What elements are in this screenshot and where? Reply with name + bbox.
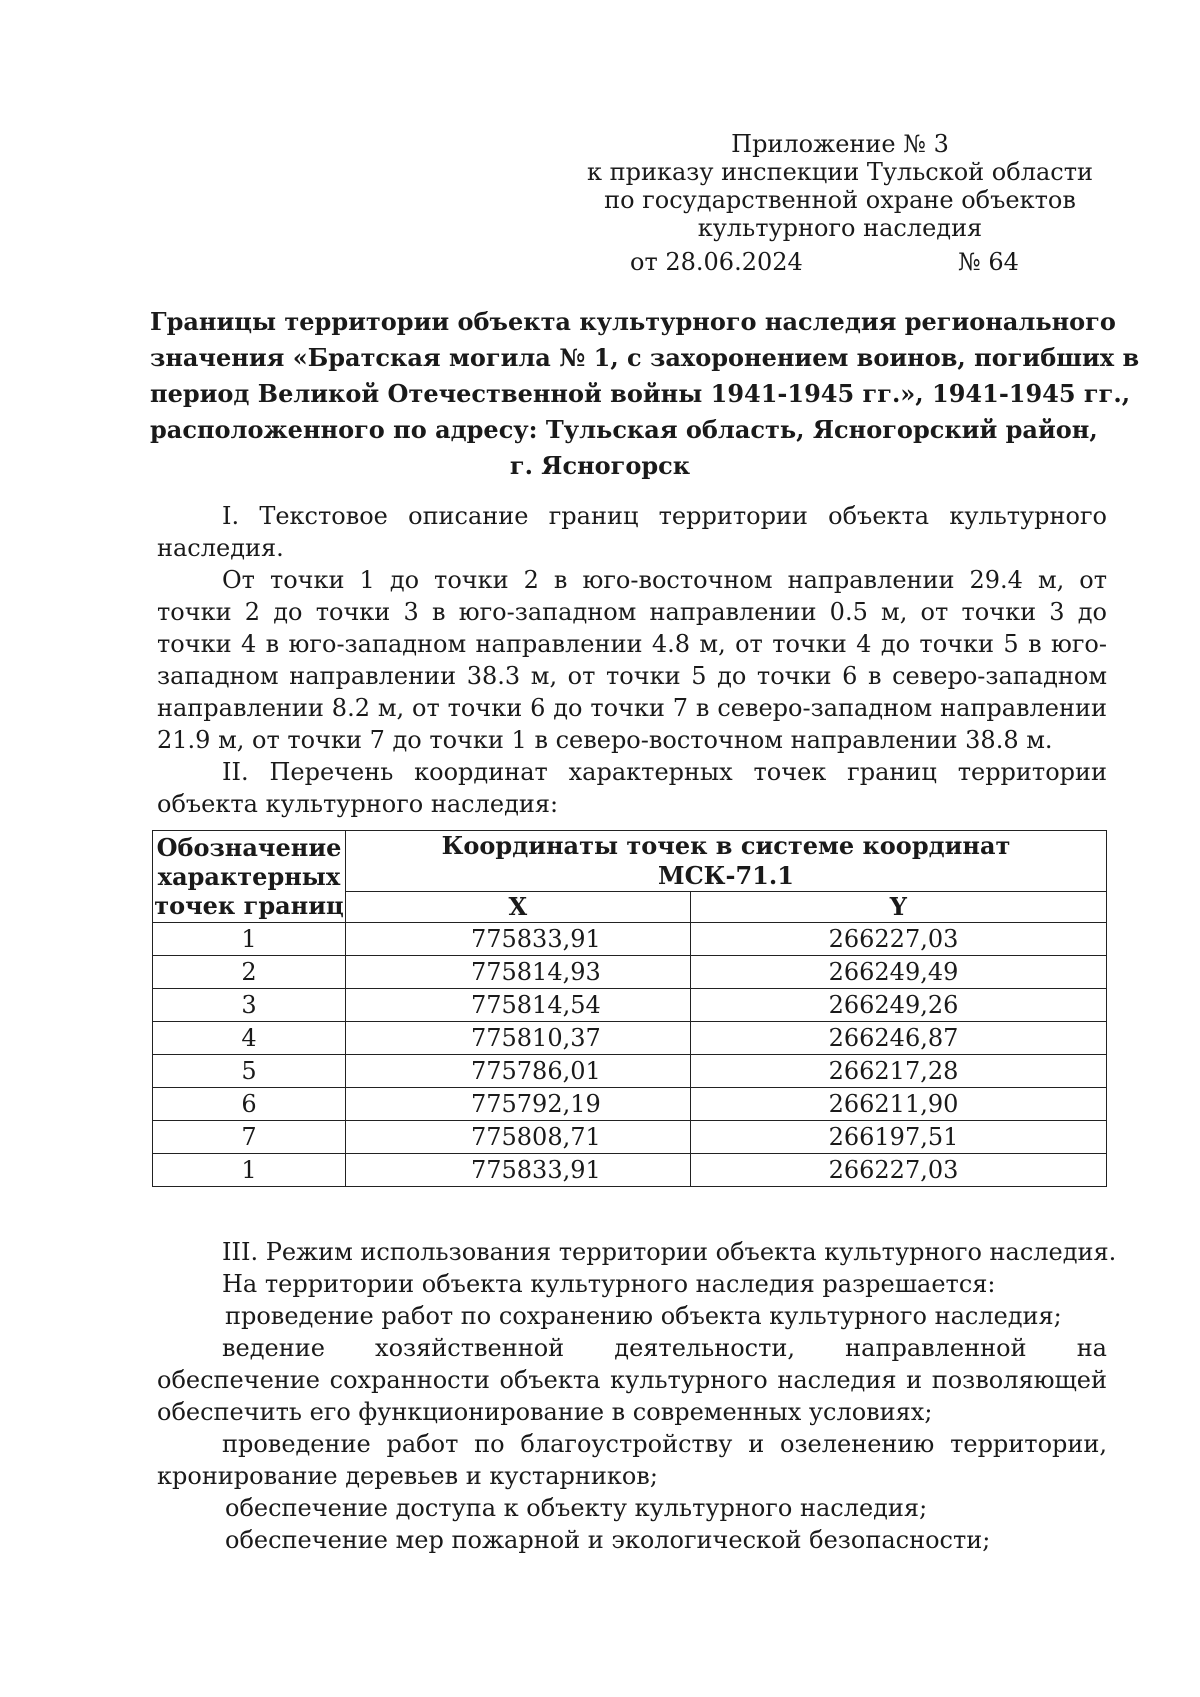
x-cell: 775810,37 bbox=[345, 1022, 690, 1055]
points-column-header: Обозначение характерных точек границ bbox=[153, 831, 346, 923]
point-cell: 4 bbox=[153, 1022, 346, 1055]
group-header-line: Координаты точек в системе координат bbox=[441, 831, 1011, 860]
x-column-header: X bbox=[345, 892, 690, 923]
appendix-order-line: к приказу инспекции Тульской области bbox=[587, 158, 1093, 186]
x-cell: 775808,71 bbox=[345, 1121, 690, 1154]
title-line: Границы территории объекта культурного наследия регионального bbox=[150, 307, 1116, 336]
appendix-title: Приложение № 3 bbox=[731, 130, 949, 158]
table-row bbox=[153, 1121, 1107, 1154]
y-cell: 266227,03 bbox=[690, 923, 1106, 956]
section3-heading: III. Режим использования территории объекта культурного наследия. bbox=[222, 1238, 1117, 1266]
allowed-item: проведение работ по сохранению объекта культурного наследия; bbox=[225, 1302, 1062, 1330]
y-cell: 266227,03 bbox=[690, 1154, 1106, 1187]
table-row bbox=[153, 989, 1107, 1022]
section1-heading: I. Текстовое описание границ территории объекта культурного наследия. bbox=[157, 502, 1107, 562]
document-title bbox=[150, 304, 1140, 484]
title-line: г. Ясногорск bbox=[509, 451, 691, 480]
y-cell: 266211,90 bbox=[690, 1088, 1106, 1121]
section2-heading: II. Перечень координат характерных точек границ территории объекта культурного наследия: bbox=[157, 758, 1107, 818]
section3-allowed-intro: На территории объекта культурного наследия разрешается: bbox=[222, 1270, 996, 1298]
y-cell: 266246,87 bbox=[690, 1022, 1106, 1055]
point-cell: 5 bbox=[153, 1055, 346, 1088]
table-row bbox=[153, 1154, 1107, 1187]
table-row bbox=[153, 923, 1107, 956]
allowed-item: проведение работ по благоустройству и озеленению территории, кронирование деревьев и кустарников; bbox=[157, 1430, 1107, 1490]
y-column-header: Y bbox=[690, 892, 1106, 923]
section-3 bbox=[157, 1236, 1117, 1556]
point-cell: 3 bbox=[153, 989, 346, 1022]
x-cell: 775786,01 bbox=[345, 1055, 690, 1088]
table-row bbox=[153, 956, 1107, 989]
title-line: расположенного по адресу: Тульская область, Ясногорский район, bbox=[150, 415, 1098, 444]
section1-text: От точки 1 до точки 2 в юго-восточном направлении 29.4 м, от точки 2 до точки 3 в юго-западном направлении 0.5 м, от точки 3 до точки 4 в юго-западном направлении 4.8 м, от точки 4 до точки 5 в юго-западном направлении 38.3 м, от точки 5 до точки 6 в северо-западном направлении 8.2 м, от точки 6 до точки 7 в северо-западном направлении 21.9 м, от точки 7 до точки 1 в северо-восточном направлении 38.8 м. bbox=[157, 566, 1107, 754]
appendix-authority-line: по государственной охране объектов bbox=[604, 186, 1076, 214]
title-line: значения «Братская могила № 1, с захоронением воинов, погибших в bbox=[150, 343, 1140, 372]
y-cell: 266217,28 bbox=[690, 1055, 1106, 1088]
title-line: период Великой Отечественной войны 1941-1945 гг.», 1941-1945 гг., bbox=[150, 379, 1131, 408]
order-number: № 64 bbox=[958, 248, 1019, 276]
table-row bbox=[153, 1055, 1107, 1088]
y-cell: 266197,51 bbox=[690, 1121, 1106, 1154]
x-cell: 775792,19 bbox=[345, 1088, 690, 1121]
y-cell: 266249,26 bbox=[690, 989, 1106, 1022]
allowed-item: ведение хозяйственной деятельности, направленной на обеспечение сохранности объекта культурного наследия и позволяющей обеспечить его функционирование в современных условиях; bbox=[157, 1334, 1107, 1426]
x-cell: 775833,91 bbox=[345, 923, 690, 956]
table-row bbox=[153, 1088, 1107, 1121]
point-cell: 2 bbox=[153, 956, 346, 989]
allowed-item: обеспечение мер пожарной и экологической безопасности; bbox=[225, 1526, 991, 1554]
appendix-heritage-line: культурного наследия bbox=[697, 214, 983, 242]
group-header-line: МСК-71.1 bbox=[658, 861, 794, 890]
table-row bbox=[153, 1022, 1107, 1055]
x-cell: 775814,54 bbox=[345, 989, 690, 1022]
order-date: от 28.06.2024 bbox=[630, 248, 803, 276]
point-cell: 1 bbox=[153, 1154, 346, 1187]
point-cell: 7 bbox=[153, 1121, 346, 1154]
appendix-header bbox=[580, 130, 1100, 278]
coordinates-table bbox=[152, 830, 1107, 1187]
appendix-date-line bbox=[580, 248, 1100, 278]
point-cell: 1 bbox=[153, 923, 346, 956]
x-cell: 775814,93 bbox=[345, 956, 690, 989]
point-cell: 6 bbox=[153, 1088, 346, 1121]
y-cell: 266249,49 bbox=[690, 956, 1106, 989]
sections-1-2 bbox=[157, 500, 1107, 820]
coordinates-group-header bbox=[345, 831, 1106, 892]
allowed-item: обеспечение доступа к объекту культурного наследия; bbox=[225, 1494, 928, 1522]
x-cell: 775833,91 bbox=[345, 1154, 690, 1187]
